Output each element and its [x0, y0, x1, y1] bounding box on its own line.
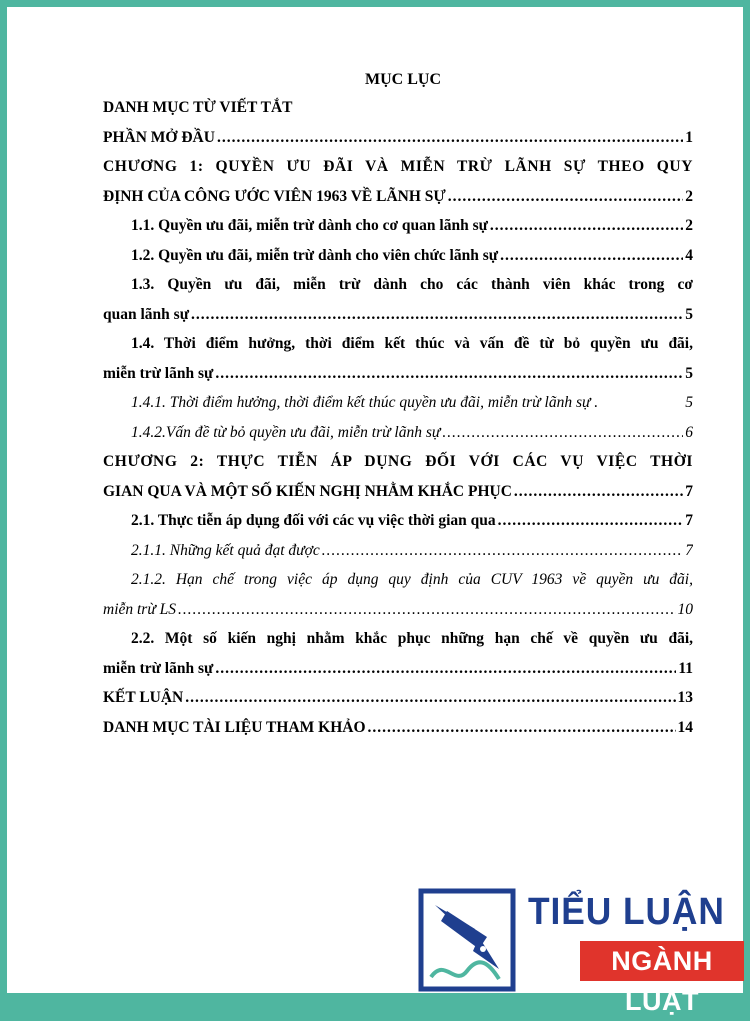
toc-entry-1-3[interactable]: [103, 270, 693, 300]
toc-entry-text: 2.1.2. Hạn chế trong việc áp dụng quy định của CUV 1963 về quyền ưu đãi,: [131, 571, 693, 588]
toc-page-number: 2: [685, 187, 693, 205]
toc-entry-abbreviations[interactable]: [103, 93, 693, 123]
toc-page-number: 7: [685, 512, 693, 529]
toc-page-number: 6: [685, 423, 693, 441]
toc-entry-text: 2.1. Thực tiễn áp dụng đối với các vụ việc thời gian qua: [131, 512, 496, 529]
document-page: [7, 7, 743, 993]
dot-leader: [191, 300, 683, 330]
toc-page-number: 2: [685, 217, 693, 234]
toc-entry-2-1-2[interactable]: [103, 565, 693, 595]
toc-page-number: 1: [685, 128, 693, 146]
dot-leader: [514, 477, 683, 507]
toc-entry-text: DANH MỤC TỪ VIẾT TẮT: [103, 99, 293, 116]
toc-entry-2-2[interactable]: [103, 624, 693, 654]
toc-page-number: 14: [677, 718, 693, 736]
toc-page-number: 5: [685, 305, 693, 323]
toc-page-number: 5: [685, 364, 693, 382]
toc-entry-1-4[interactable]: [103, 329, 693, 359]
toc-entry-text: KẾT LUẬN: [103, 689, 184, 706]
toc-page-number: 7: [685, 482, 693, 500]
toc-entry-2-1[interactable]: [103, 506, 693, 536]
toc-entry-text: CHƯƠNG 1: QUYỀN ƯU ĐÃI VÀ MIỄN TRỪ LÃNH SỰ THEO QUY: [103, 158, 693, 175]
toc-entry-1-2[interactable]: [103, 241, 693, 271]
dot-leader: [500, 241, 683, 271]
dot-leader: [448, 182, 683, 212]
toc-entry-text: 1.1. Quyền ưu đãi, miễn trừ dành cho cơ quan lãnh sự: [131, 217, 488, 234]
dot-leader: [185, 683, 675, 713]
toc-page-number: 11: [678, 659, 693, 677]
toc-entry-text: 1.3. Quyền ưu đãi, miễn trừ dành cho các thành viên khác trong cơ: [131, 276, 693, 293]
toc-entry-text: 1.2. Quyền ưu đãi, miễn trừ dành cho viên chức lãnh sự: [131, 246, 499, 264]
toc-entry-2-2-cont[interactable]: [103, 654, 693, 684]
toc-entry-chapter-2-cont[interactable]: [103, 477, 693, 507]
toc-entry-text: PHẦN MỞ ĐẦU: [103, 128, 215, 146]
toc-entry-chapter-1-cont[interactable]: [103, 182, 693, 212]
toc-entry-text: 1.4.1. Thời điểm hưởng, thời điểm kết thúc quyền ưu đãi, miễn trừ lãnh sự .: [131, 394, 599, 411]
toc-entry-1-3-cont[interactable]: [103, 300, 693, 330]
brand-logo: [417, 887, 747, 1016]
toc-entry-text: quan lãnh sự: [103, 305, 189, 323]
dot-leader: [442, 418, 683, 448]
dot-leader: [215, 654, 676, 684]
fountain-pen-icon: [417, 887, 517, 993]
toc-entry-text: 2.1.1. Những kết quả đạt được: [131, 541, 320, 559]
dot-leader: [498, 506, 684, 536]
toc-entry-text: miễn trừ lãnh sự: [103, 364, 214, 382]
toc-page-number: 4: [685, 246, 693, 264]
toc-entry-text: 1.4.2.Vấn đề từ bỏ quyền ưu đãi, miễn trừ lãnh sự: [131, 423, 441, 441]
dot-leader: [322, 536, 683, 566]
toc-entry-1-4-1[interactable]: [103, 388, 693, 418]
dot-leader: [490, 211, 683, 241]
toc-entry-1-4-2[interactable]: [103, 418, 693, 448]
logo-title: TIỂU LUẬN: [528, 891, 725, 933]
toc-entry-text: miễn trừ LS: [103, 600, 177, 618]
toc-page-number: 5: [685, 394, 693, 411]
dot-leader: [178, 595, 675, 625]
table-of-contents: [103, 67, 693, 742]
toc-entry-chapter-1[interactable]: [103, 152, 693, 182]
toc-entry-text: ĐỊNH CỦA CÔNG ƯỚC VIÊN 1963 VỀ LÃNH SỰ: [103, 187, 446, 205]
toc-entry-references[interactable]: [103, 713, 693, 743]
dot-leader: [368, 713, 676, 743]
toc-entry-2-1-1[interactable]: [103, 536, 693, 566]
toc-entry-text: DANH MỤC TÀI LIỆU THAM KHẢO: [103, 718, 366, 736]
toc-entry-text: CHƯƠNG 2: THỰC TIỄN ÁP DỤNG ĐỐI VỚI CÁC VỤ VIỆC THỜI: [103, 453, 693, 470]
toc-page-number: 7: [685, 541, 693, 559]
toc-entry-1-1[interactable]: [103, 211, 693, 241]
toc-page-number: 10: [677, 600, 693, 618]
toc-entry-introduction[interactable]: [103, 123, 693, 153]
toc-entry-1-4-cont[interactable]: [103, 359, 693, 389]
toc-entry-chapter-2[interactable]: [103, 447, 693, 477]
toc-page-number: 13: [677, 689, 693, 706]
toc-entry-text: 2.2. Một số kiến nghị nhằm khắc phục những hạn chế về quyền ưu đãi,: [131, 630, 693, 647]
toc-entry-conclusion[interactable]: [103, 683, 693, 713]
toc-entry-2-1-2-cont[interactable]: [103, 595, 693, 625]
dot-leader: [215, 359, 683, 389]
toc-entry-text: miễn trừ lãnh sự: [103, 659, 214, 677]
toc-entry-text: 1.4. Thời điểm hưởng, thời điểm kết thúc và vấn đề từ bỏ quyền ưu đãi,: [131, 335, 693, 352]
toc-title: MỤC LỤC: [365, 71, 441, 88]
toc-entry-text: GIAN QUA VÀ MỘT SỐ KIẾN NGHỊ NHẰM KHẮC PHỤC: [103, 482, 512, 500]
dot-leader: [217, 123, 683, 153]
logo-subtitle: NGÀNH LUẬT: [580, 941, 744, 981]
